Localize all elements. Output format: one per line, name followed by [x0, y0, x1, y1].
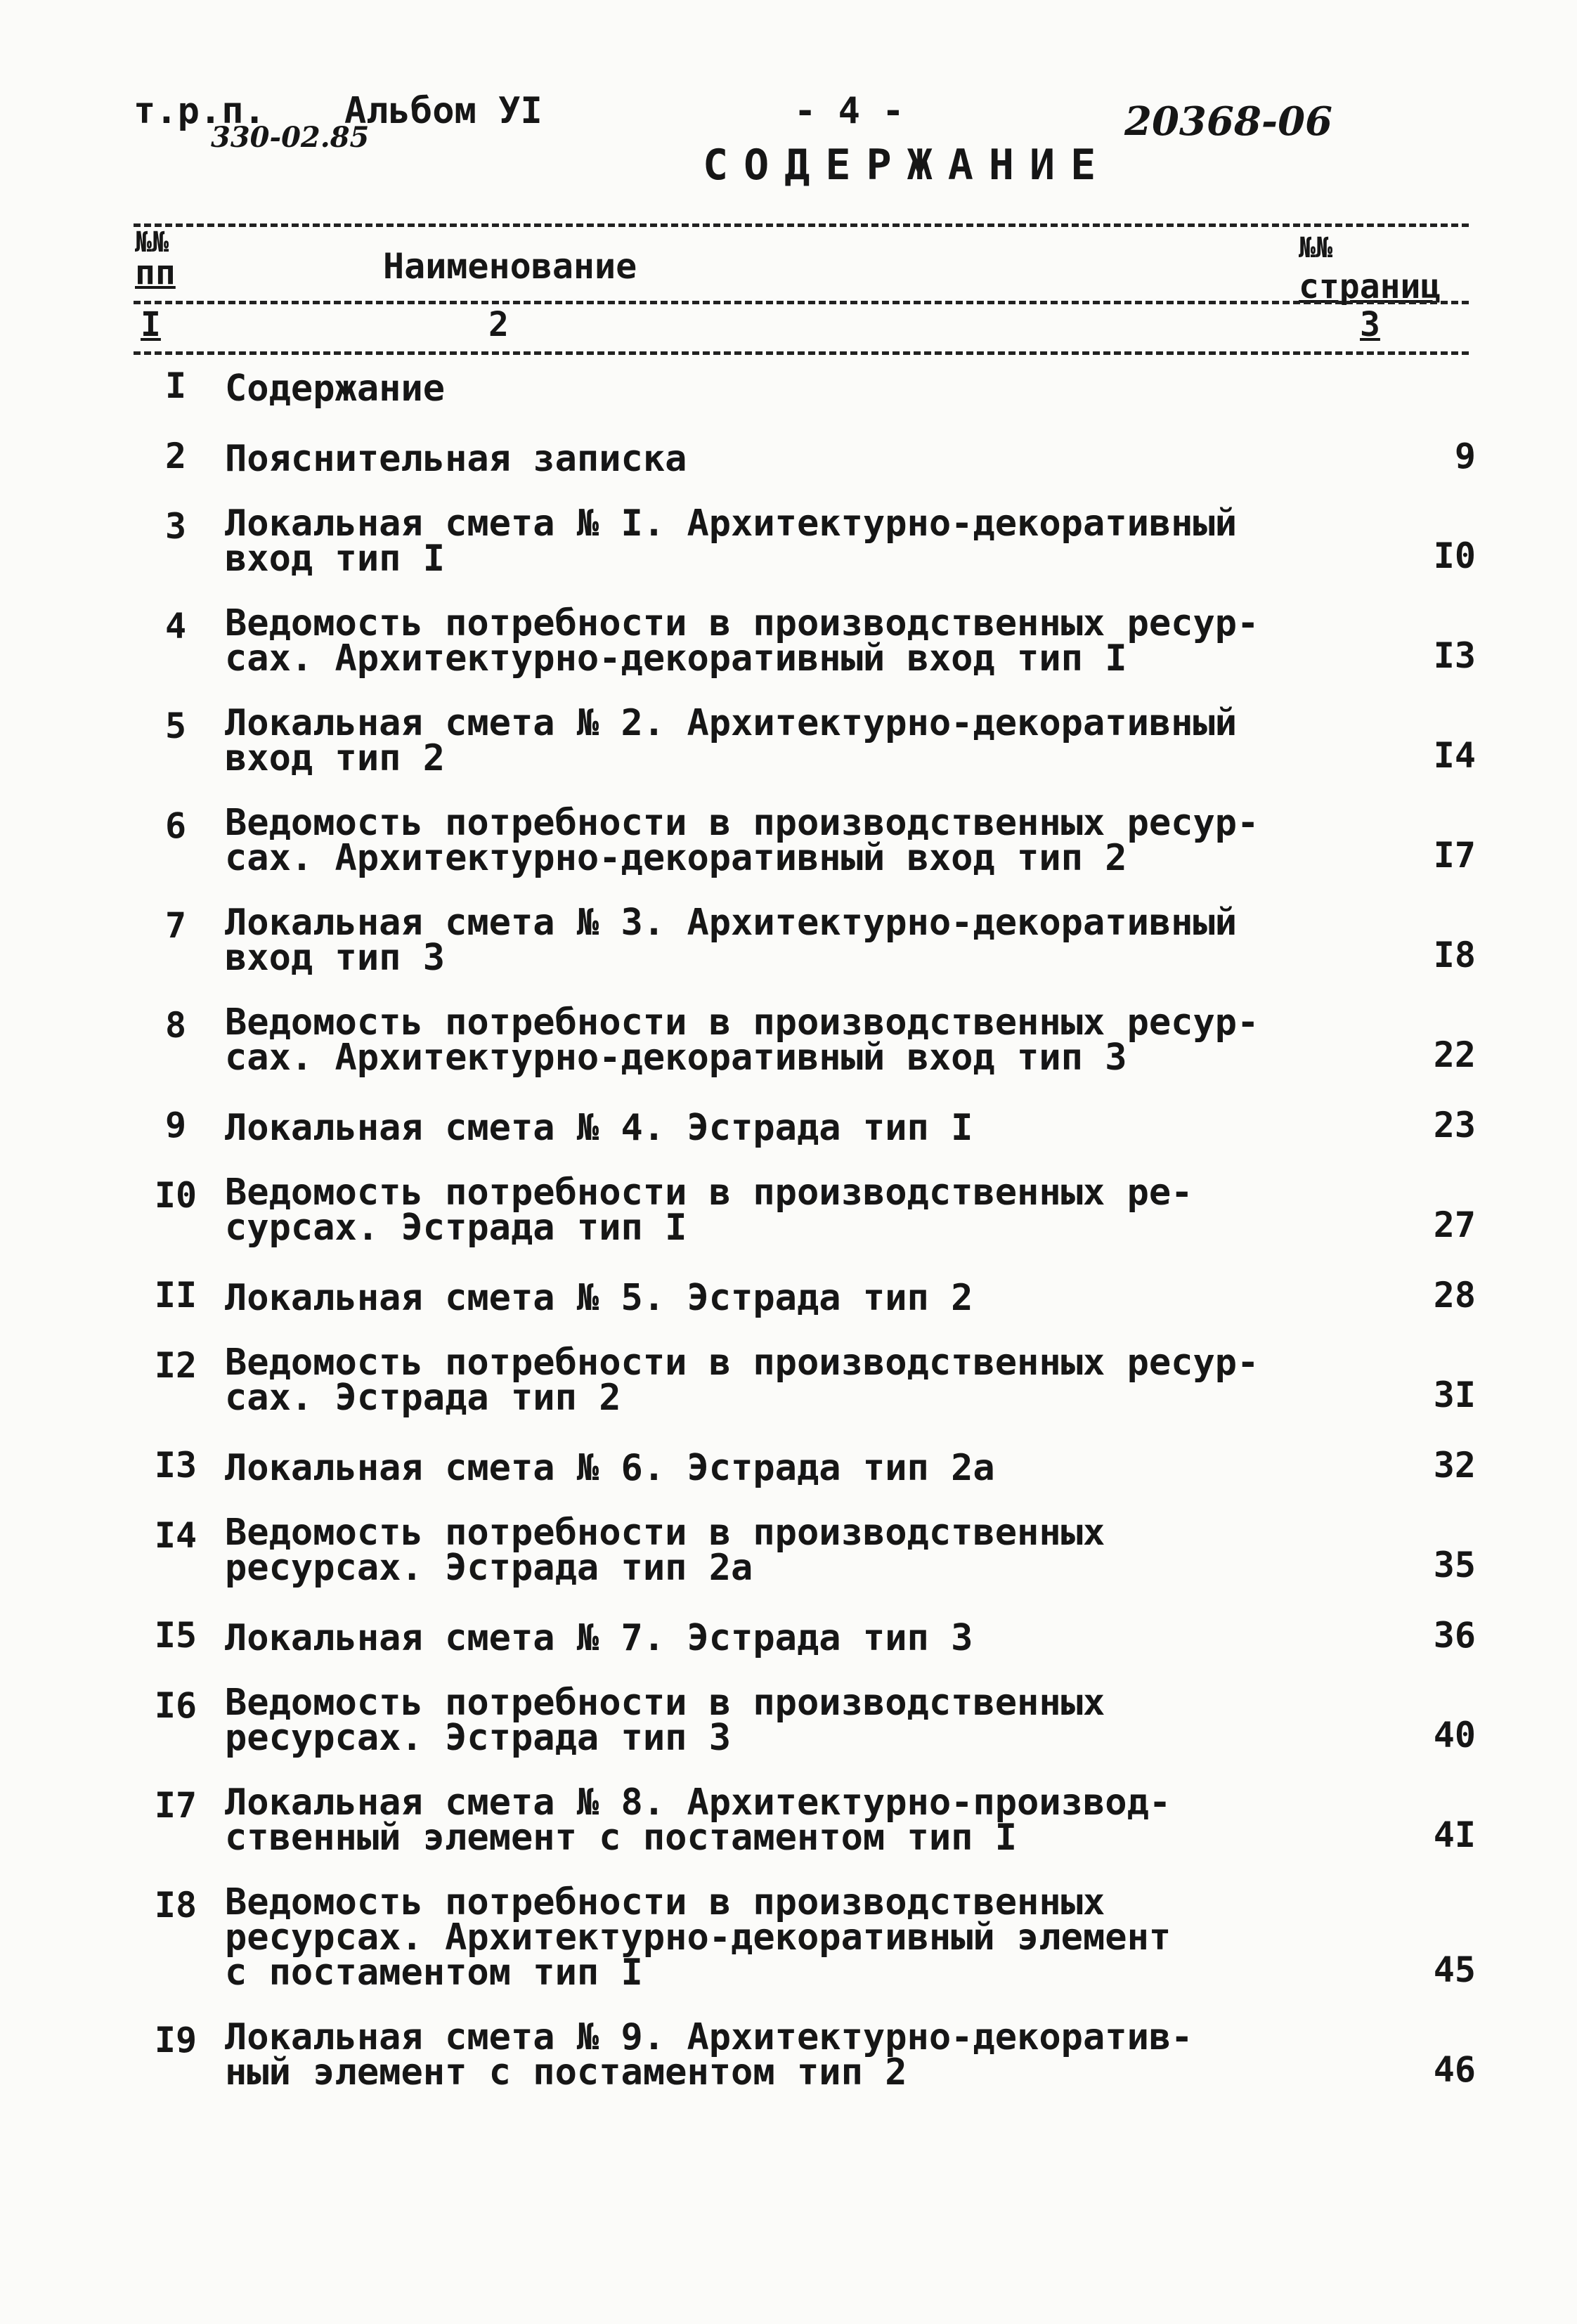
row-page: I3 [1433, 635, 1476, 676]
contents-table [126, 365, 1476, 2119]
column-index-3: 3 [1360, 305, 1380, 344]
row-page: 27 [1433, 1205, 1476, 1245]
row-title: Ведомость потребности в производственных ресурсах. Эстрада тип 3 [225, 1682, 1105, 1759]
row-title: Локальная смета № 5. Эстрада тип 2 [225, 1277, 973, 1319]
row-title: Локальная смета № 6. Эстрада тип 2а [225, 1447, 995, 1489]
page-column-header-1: №№ [1299, 232, 1333, 264]
row-page: 22 [1433, 1034, 1476, 1075]
row-title: Ведомость потребности в производственных ресур- сах. Архитектурно-декоративный вход тип 2 [225, 802, 1259, 879]
row-title: Ведомость потребности в производственных ресур- сах. Архитектурно-декоративный вход тип 3 [225, 1001, 1259, 1079]
row-title: Ведомость потребности в производственных ресурсах. Эстрада тип 2а [225, 1512, 1105, 1589]
row-number: 9 [164, 1105, 187, 1145]
row-page: 46 [1433, 2049, 1476, 2090]
row-page: 36 [1433, 1615, 1476, 1656]
row-title: Ведомость потребности в производственных ресур- сах. Эстрада тип 2 [225, 1342, 1259, 1419]
table-row [126, 1512, 1476, 1589]
page-column-header-2: страниц [1299, 267, 1441, 306]
row-number: I2 [154, 1345, 197, 1386]
row-number: I9 [154, 2020, 197, 2060]
row-page: 40 [1433, 1715, 1476, 1755]
row-page: 4I [1433, 1815, 1476, 1855]
row-title: Локальная смета № I. Архитектурно-декоративный вход тип I [225, 502, 1238, 580]
table-row [126, 502, 1476, 580]
table-row [126, 1001, 1476, 1079]
table-row [126, 1615, 1476, 1659]
row-number: 3 [164, 506, 187, 547]
row-number: I3 [154, 1445, 197, 1486]
table-row [126, 1171, 1476, 1249]
row-page: 23 [1433, 1105, 1476, 1145]
row-page: I4 [1433, 735, 1476, 776]
table-row [126, 1105, 1476, 1149]
row-number: 6 [164, 805, 187, 846]
handwritten-code: 330-02.85 [211, 121, 370, 154]
row-number: 2 [164, 436, 187, 476]
table-row [126, 1682, 1476, 1759]
row-number: I [164, 365, 187, 406]
row-number: I4 [154, 1515, 197, 1556]
row-page: 45 [1433, 1949, 1476, 1990]
row-number: 8 [164, 1005, 187, 1046]
row-page: 35 [1433, 1545, 1476, 1585]
row-number: I5 [154, 1615, 197, 1656]
table-row [126, 1275, 1476, 1319]
table-row [126, 1781, 1476, 1859]
page-title: СОДЕРЖАНИЕ [703, 141, 1112, 190]
document-number: 20368-06 [1124, 98, 1332, 145]
row-page: I8 [1433, 935, 1476, 975]
album-label: Альбом УI [344, 90, 543, 132]
row-title: Локальная смета № 4. Эстрада тип I [225, 1107, 973, 1149]
divider-top [134, 223, 1469, 227]
row-number: 7 [164, 905, 187, 946]
row-page: 9 [1454, 436, 1476, 476]
row-title: Локальная смета № 3. Архитектурно-декоративный вход тип 3 [225, 902, 1238, 979]
row-page: 32 [1433, 1445, 1476, 1486]
row-page: 3I [1433, 1375, 1476, 1415]
table-row [126, 2016, 1476, 2093]
row-title: Ведомость потребности в производственных ре- сурсах. Эстрада тип I [225, 1171, 1193, 1249]
row-page: I0 [1433, 535, 1476, 576]
table-row [126, 802, 1476, 879]
doc-tag: т.р.п. [134, 90, 266, 132]
row-number: 5 [164, 706, 187, 746]
row-number: I0 [154, 1175, 197, 1216]
table-row [126, 702, 1476, 779]
table-row [126, 1445, 1476, 1489]
divider-bottom [134, 351, 1469, 355]
row-title: Локальная смета № 7. Эстрада тип 3 [225, 1617, 973, 1659]
row-title: Содержание [225, 368, 446, 410]
table-row [126, 902, 1476, 979]
row-number: I6 [154, 1685, 197, 1726]
column-index-2: 2 [488, 305, 509, 344]
num-column-header-2: пп [135, 253, 176, 292]
row-number: I7 [154, 1785, 197, 1826]
column-index-1: I [141, 305, 161, 344]
row-number: 4 [164, 606, 187, 647]
row-page: I7 [1433, 835, 1476, 876]
table-row [126, 1881, 1476, 1994]
table-row [126, 1342, 1476, 1419]
num-column-header-1: №№ [135, 226, 169, 259]
row-title: Локальная смета № 8. Архитектурно-производ- ственный элемент с постаментом тип I [225, 1781, 1172, 1859]
row-title: Пояснительная записка [225, 438, 687, 480]
row-number: I8 [154, 1885, 197, 1926]
row-title: Локальная смета № 2. Архитектурно-декоративный вход тип 2 [225, 702, 1238, 779]
page-number: - 4 - [794, 90, 904, 132]
row-page: 28 [1433, 1275, 1476, 1316]
divider-middle [134, 301, 1469, 304]
row-number: II [154, 1275, 197, 1316]
row-title: Локальная смета № 9. Архитектурно-декоратив- ный элемент с постаментом тип 2 [225, 2016, 1193, 2093]
row-title: Ведомость потребности в производственных ресур- сах. Архитектурно-декоративный вход тип I [225, 602, 1259, 680]
table-row [126, 602, 1476, 680]
table-row [126, 365, 1476, 410]
name-column-header: Наименование [383, 246, 637, 287]
row-title: Ведомость потребности в производственных ресурсах. Архитектурно-декоративный элемент с постаментом тип I [225, 1881, 1172, 1994]
table-row [126, 436, 1476, 480]
